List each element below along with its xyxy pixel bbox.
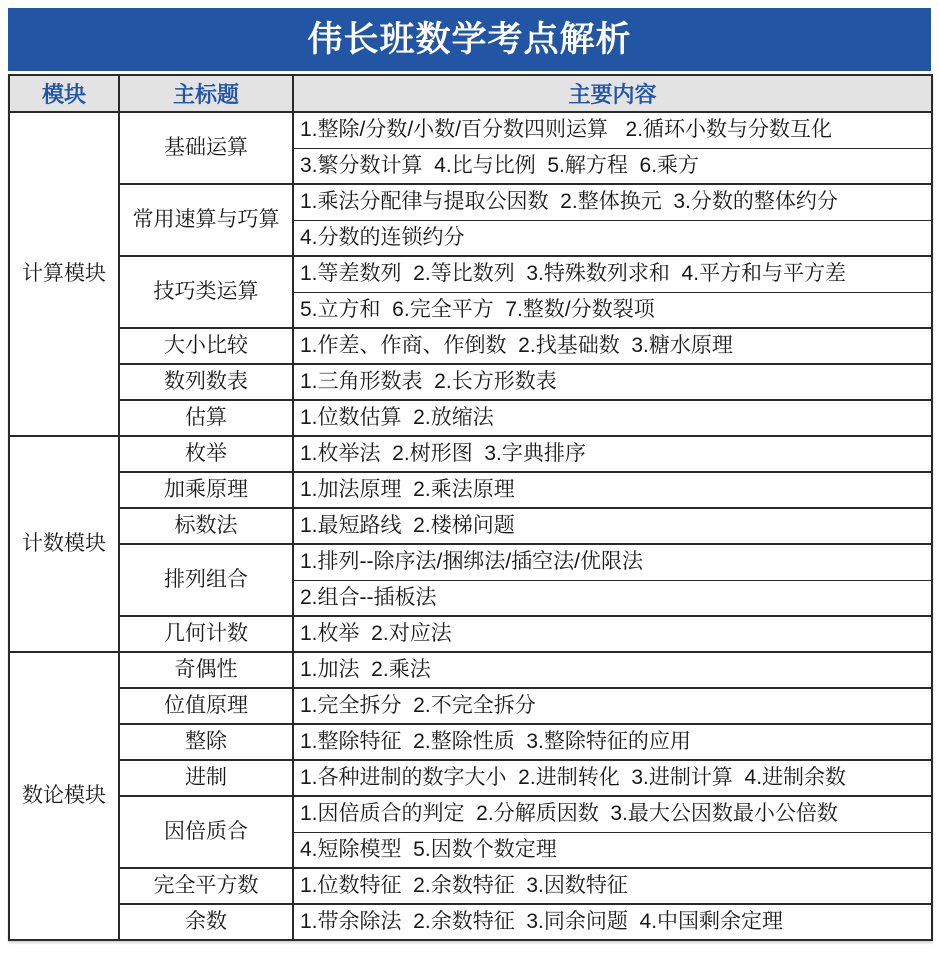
topic-cell: 枚举 <box>119 436 293 472</box>
table-row <box>9 544 932 580</box>
content-cell: 1.等差数列 2.等比数列 3.特殊数列求和 4.平方和与平方差 <box>293 256 932 292</box>
topic-cell: 加乘原理 <box>119 472 293 508</box>
content-cell: 1.完全拆分 2.不完全拆分 <box>293 688 932 724</box>
content-cell: 1.带余除法 2.余数特征 3.同余问题 4.中国剩余定理 <box>293 904 932 940</box>
module-cell: 计算模块 <box>9 112 119 436</box>
table-row <box>9 760 932 796</box>
content-cell: 1.整除/分数/小数/百分数四则运算 2.循环小数与分数互化 <box>293 112 932 148</box>
table-row <box>9 112 932 148</box>
topic-cell: 因倍质合 <box>119 796 293 868</box>
content-cell: 1.乘法分配律与提取公因数 2.整体换元 3.分数的整体约分 <box>293 184 932 220</box>
table-row <box>9 256 932 292</box>
table-row <box>9 328 932 364</box>
table-row <box>9 616 932 652</box>
content-cell: 1.加法原理 2.乘法原理 <box>293 472 932 508</box>
content-cell: 1.枚举 2.对应法 <box>293 616 932 652</box>
topic-cell: 进制 <box>119 760 293 796</box>
topic-cell: 位值原理 <box>119 688 293 724</box>
content-cell: 1.作差、作商、作倒数 2.找基础数 3.糖水原理 <box>293 328 932 364</box>
content-cell: 1.各种进制的数字大小 2.进制转化 3.进制计算 4.进制余数 <box>293 760 932 796</box>
table-row <box>9 364 932 400</box>
table-row <box>9 652 932 688</box>
topic-cell: 常用速算与巧算 <box>119 184 293 256</box>
topic-cell: 基础运算 <box>119 112 293 184</box>
content-cell: 2.组合--插板法 <box>293 580 932 616</box>
content-cell: 1.整除特征 2.整除性质 3.整除特征的应用 <box>293 724 932 760</box>
content-cell: 4.分数的连锁约分 <box>293 220 932 256</box>
module-cell: 数论模块 <box>9 652 119 940</box>
table-body <box>9 112 932 940</box>
topic-cell: 标数法 <box>119 508 293 544</box>
title-bar <box>8 8 931 71</box>
table-row <box>9 904 932 940</box>
topic-cell: 几何计数 <box>119 616 293 652</box>
content-cell: 1.枚举法 2.树形图 3.字典排序 <box>293 436 932 472</box>
content-cell: 1.位数特征 2.余数特征 3.因数特征 <box>293 868 932 904</box>
table-row <box>9 436 932 472</box>
header-row <box>9 75 932 112</box>
content-cell: 1.位数估算 2.放缩法 <box>293 400 932 436</box>
topic-cell: 奇偶性 <box>119 652 293 688</box>
topic-cell: 估算 <box>119 400 293 436</box>
page-title: 伟长班数学考点解析 <box>307 20 632 59</box>
content-cell: 1.排列--除序法/捆绑法/插空法/优限法 <box>293 544 932 580</box>
topic-cell: 大小比较 <box>119 328 293 364</box>
topic-cell: 技巧类运算 <box>119 256 293 328</box>
table-row <box>9 508 932 544</box>
topic-cell: 排列组合 <box>119 544 293 616</box>
column-header-main-title: 主标题 <box>119 75 293 112</box>
table-row <box>9 796 932 832</box>
module-cell: 计数模块 <box>9 436 119 652</box>
topic-cell: 整除 <box>119 724 293 760</box>
content-cell: 1.三角形数表 2.长方形数表 <box>293 364 932 400</box>
topic-cell: 完全平方数 <box>119 868 293 904</box>
table-row <box>9 472 932 508</box>
exam-points-table <box>8 74 933 941</box>
topic-cell: 数列数表 <box>119 364 293 400</box>
table-row <box>9 724 932 760</box>
content-cell: 4.短除模型 5.因数个数定理 <box>293 832 932 868</box>
table-row <box>9 688 932 724</box>
content-cell: 1.加法 2.乘法 <box>293 652 932 688</box>
content-cell: 1.最短路线 2.楼梯问题 <box>293 508 932 544</box>
table-row <box>9 400 932 436</box>
topic-cell: 余数 <box>119 904 293 940</box>
content-cell: 5.立方和 6.完全平方 7.整数/分数裂项 <box>293 292 932 328</box>
column-header-main-content: 主要内容 <box>293 75 932 112</box>
content-cell: 3.繁分数计算 4.比与比例 5.解方程 6.乘方 <box>293 148 932 184</box>
content-cell: 1.因倍质合的判定 2.分解质因数 3.最大公因数最小公倍数 <box>293 796 932 832</box>
column-header-module: 模块 <box>9 75 119 112</box>
table-row <box>9 184 932 220</box>
table-row <box>9 868 932 904</box>
